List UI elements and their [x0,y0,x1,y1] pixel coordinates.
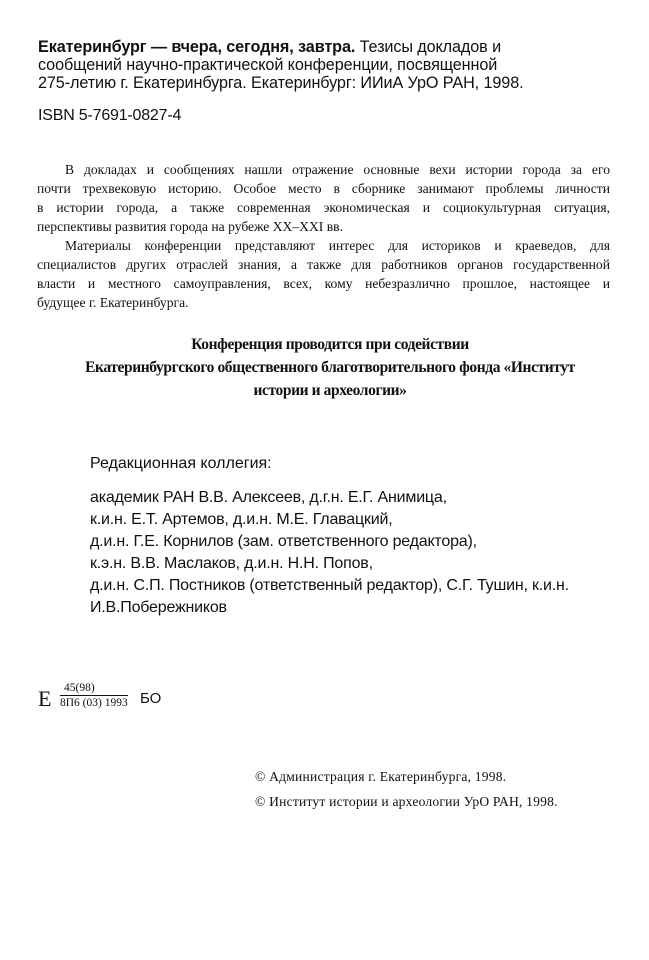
book-title: Екатеринбург — вчера, сегодня, завтра. [38,38,356,56]
bibliographic-entry [38,38,618,92]
editorial-board-title: Редакционная коллегия: [90,455,272,472]
annotation-line-8: будущее г. Екатеринбурга. [37,295,189,310]
support-line-1: Конференция проводится при содействии [191,336,469,353]
classification-letter: Е [38,686,52,711]
board-member-line: к.и.н. Е.Т. Артемов, д.и.н. М.Е. Главацкий, [90,511,393,528]
annotation-line-6: специалистов других отраслей знания, а также для работников органов государственной [37,257,610,272]
classification-numerator: 45(98) [60,682,128,696]
support-notice [30,333,630,402]
support-line-2: Екатеринбургского общественного благотворительного фонда «Институт [85,359,575,376]
annotation-line-4: перспективы развития города на рубеже XX–XXI вв. [37,219,343,234]
biblio-line-1 [38,38,618,56]
biblio-line-2: сообщений научно-практической конференции, посвященной [38,56,498,74]
annotation-line-5: Материалы конференции представляют интерес для историков и краеведов, для [65,238,610,253]
board-member-line: д.и.н. С.П. Постников (ответственный редактор), С.Г. Тушин, к.и.н. [90,577,569,594]
classification-denominator: 8П6 (03) 1993 [60,697,128,709]
book-subtitle-start: Тезисы докладов и [355,38,502,56]
board-member-line: д.и.н. Г.Е. Корнилов (зам. ответственного редактора), [90,533,477,550]
support-line-3: истории и археологии» [253,382,407,399]
copyright-line-2: © Институт истории и археологии УрО РАН, 1998. [255,794,558,809]
board-member-line: к.э.н. В.В. Маслаков, д.и.н. Н.Н. Попов, [90,555,373,572]
annotation-line-3: в истории города, а также современная экономическая и социокультурная ситуация, [37,200,610,215]
annotation-line-1: В докладах и сообщениях нашли отражение основные вехи истории города за его [65,162,610,177]
board-member-line: академик РАН В.В. Алексеев, д.г.н. Е.Г. Анимица, [90,489,447,506]
annotation [37,160,610,312]
biblio-line-3: 275-летию г. Екатеринбурга. Екатеринбург: ИИиА УрО РАН, 1998. [38,74,524,92]
annotation-line-7: власти и местного самоуправления, всех, кому небезразлично прошлое, настоящее и [37,276,610,291]
copyright-line-1: © Администрация г. Екатеринбурга, 1998. [255,769,507,784]
classification-suffix: БО [140,690,162,707]
isbn: ISBN 5-7691-0827-4 [38,107,182,124]
copyright-block [255,764,558,814]
editorial-board-list [90,487,569,619]
classification-fraction [60,682,128,709]
annotation-line-2: почти трехвековую историю. Особое место в сборнике занимают проблемы личности [37,181,610,196]
board-member-line: И.В.Побережников [90,599,227,616]
